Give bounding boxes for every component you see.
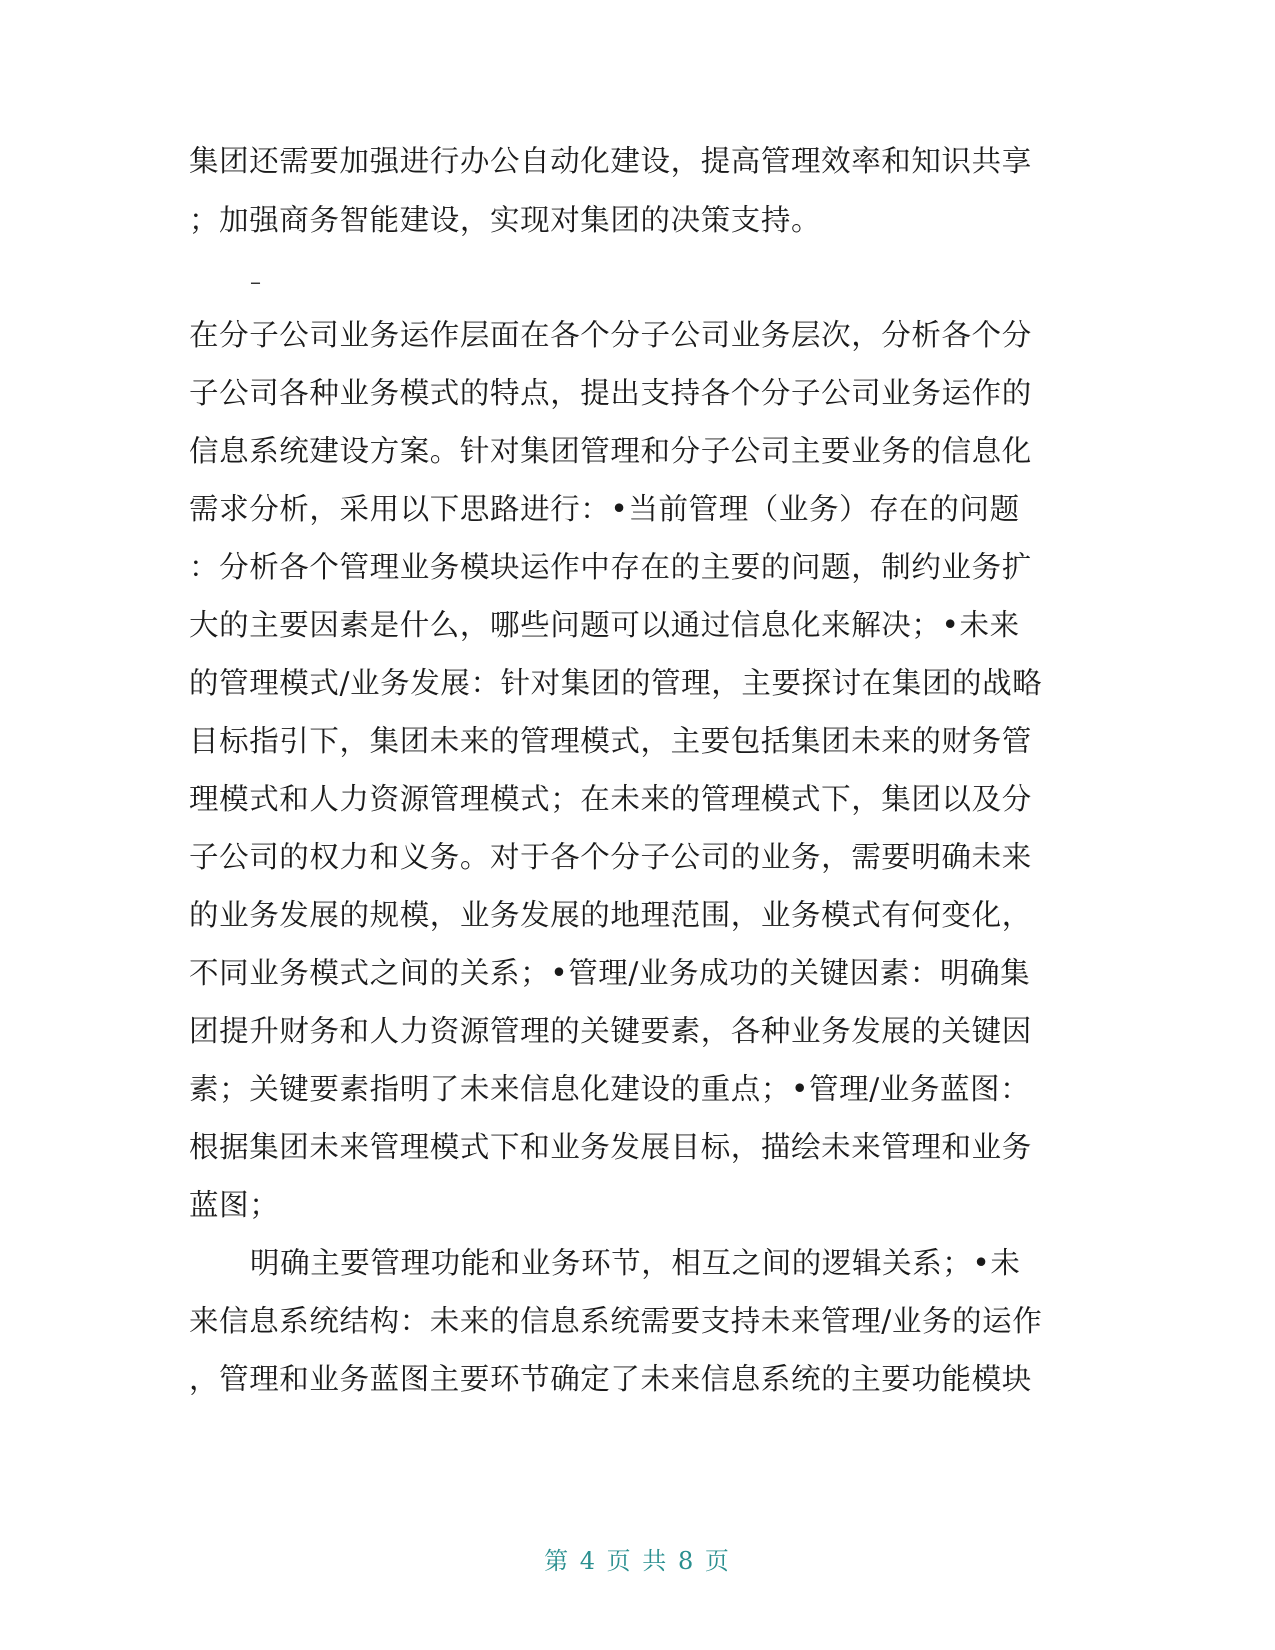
footer-middle: 页 共 bbox=[606, 1547, 669, 1575]
paragraph-2-line: 团提升财务和人力资源管理的关键要素，各种业务发展的关键因 bbox=[189, 1014, 1032, 1048]
separator-dash: – bbox=[250, 270, 261, 295]
page-footer bbox=[0, 1545, 1275, 1577]
paragraph-2-line: 的管理模式/业务发展：针对集团的管理，主要探讨在集团的战略 bbox=[189, 666, 1043, 700]
paragraph-2-line: ：分析各个管理业务模块运作中存在的主要的问题，制约业务扩 bbox=[189, 550, 1032, 584]
paragraph-2-line: 信息系统建设方案。针对集团管理和分子公司主要业务的信息化 bbox=[189, 434, 1032, 468]
paragraph-2-line: 不同业务模式之间的关系；•管理/业务成功的关键因素：明确集 bbox=[189, 956, 1031, 990]
paragraph-2-line: 蓝图； bbox=[189, 1188, 280, 1222]
paragraph-3-line: ，管理和业务蓝图主要环节确定了未来信息系统的主要功能模块 bbox=[189, 1362, 1032, 1396]
paragraph-1-line: ；加强商务智能建设，实现对集团的决策支持。 bbox=[189, 203, 822, 237]
paragraph-2-line: 子公司各种业务模式的特点，提出支持各个分子公司业务运作的 bbox=[189, 376, 1032, 410]
paragraph-2-line: 的业务发展的规模，业务发展的地理范围，业务模式有何变化， bbox=[189, 898, 1032, 932]
footer-suffix: 页 bbox=[704, 1547, 731, 1575]
paragraph-2-line: 在分子公司业务运作层面在各个分子公司业务层次，分析各个分 bbox=[189, 318, 1032, 352]
paragraph-1-line: 集团还需要加强进行办公自动化建设，提高管理效率和知识共享 bbox=[189, 144, 1032, 178]
paragraph-2-line: 理模式和人力资源管理模式；在未来的管理模式下，集团以及分 bbox=[189, 782, 1032, 816]
paragraph-2-line: 需求分析，采用以下思路进行：•当前管理（业务）存在的问题 bbox=[189, 492, 1020, 526]
paragraph-2-line: 子公司的权力和义务。对于各个分子公司的业务，需要明确未来 bbox=[189, 840, 1032, 874]
paragraph-2-line: 根据集团未来管理模式下和业务发展目标，描绘未来管理和业务 bbox=[189, 1130, 1032, 1164]
paragraph-3-line: 明确主要管理功能和业务环节，相互之间的逻辑关系；•未 bbox=[250, 1246, 1021, 1280]
footer-total-pages: 8 bbox=[677, 1547, 696, 1575]
paragraph-2-line: 大的主要因素是什么，哪些问题可以通过信息化来解决；•未来 bbox=[189, 608, 1020, 642]
paragraph-2-line: 目标指引下，集团未来的管理模式，主要包括集团未来的财务管 bbox=[189, 724, 1032, 758]
footer-prefix: 第 bbox=[544, 1547, 571, 1575]
paragraph-3-line: 来信息系统结构：未来的信息系统需要支持未来管理/业务的运作 bbox=[189, 1304, 1043, 1338]
paragraph-2-line: 素；关键要素指明了未来信息化建设的重点；•管理/业务蓝图： bbox=[189, 1072, 1031, 1106]
footer-current-page: 4 bbox=[579, 1547, 598, 1575]
